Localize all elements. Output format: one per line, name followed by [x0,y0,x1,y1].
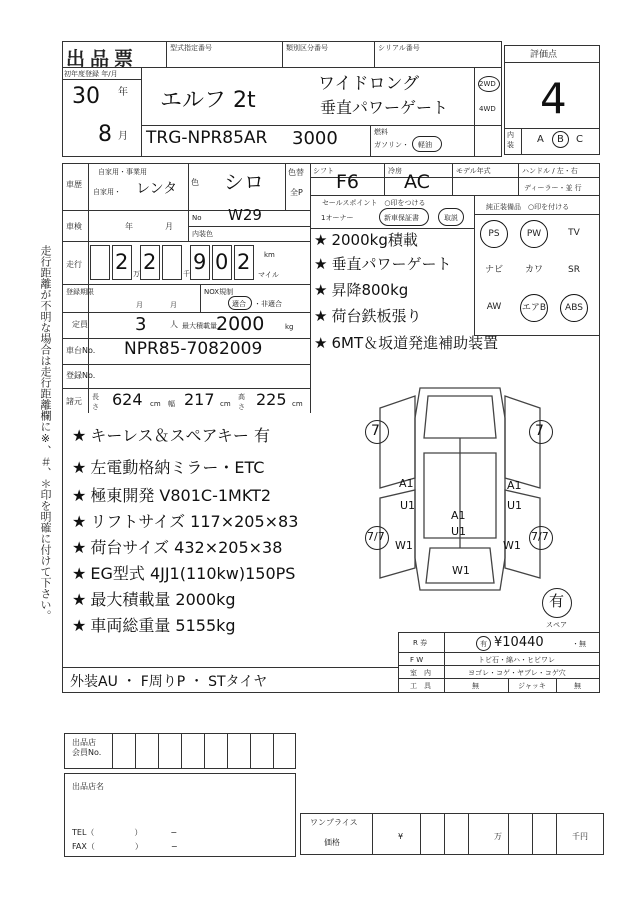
diagram-mark-6: U1 [507,499,523,512]
recycle-none: ・無 [572,640,586,648]
color-no-value: W29 [228,206,262,224]
interior-grade-c: C [576,134,583,145]
store-fax: FAX（ ） − [72,842,178,851]
label-fw: F W [410,656,424,664]
label-ac: 冷房 [388,167,402,175]
mileage-digit-5: 2 [237,250,251,274]
label-fuel: 燃料 [374,128,388,136]
label-recycle: R 券 [413,639,428,647]
chassis-value: NPR85-7082009 [124,339,263,359]
note-6: ★ EG型式 4JJ1(110kw)150PS [72,564,296,583]
notes-footer: 外装AU ・ F周りP ・ STタイヤ [70,674,268,690]
store-tel: TEL（ ） − [72,828,178,837]
label-height-cm: cm [292,400,303,408]
note-2: ★ 左電動格納ミラー・ETC [72,458,265,477]
equipment-ナビ: ナビ [484,265,503,275]
ac-value: AC [404,171,430,193]
mileage-digit-1: 2 [115,250,129,274]
nox-ng: ・非適合 [254,300,282,308]
equipment-sr: SR [568,265,580,275]
diagram-mark-2: 7 [535,423,544,439]
diagram-mark-13: 7/7 [531,530,549,543]
spare-label: スペア [546,621,567,629]
sales-points-header: セールスポイント ○印をつける [322,199,426,207]
equipment-grid [480,220,596,330]
label-first-reg: 初年度登録 年/月 [64,70,118,78]
label-plate: 登録No. [66,371,96,380]
interior-grade-a: A [537,134,544,145]
equipment-tv: TV [568,228,580,238]
diagram-mark-4: U1 [400,499,416,512]
diagram-mark-5: A1 [507,479,522,492]
note-3: ★ 極東開発 V801C-1MKT2 [72,486,272,505]
label-price: 価格 [324,838,340,847]
diagram-mark-11: W1 [452,564,470,577]
sales-warranty: 新車保証書 [384,214,419,222]
vehicle-grade-line2: 垂直パワーゲート [320,98,449,117]
mileage-digit-4: 0 [215,250,229,274]
sales-point-3: ★ 昇降800kg [314,281,409,299]
diagram-mark-7: A1 [451,509,466,522]
label-shift: シフト [313,167,334,175]
note-8: ★ 車両総重量 5155kg [72,616,236,635]
sales-point-1: ★ 2000kg積載 [314,231,418,249]
label-inspection: 車検 [66,222,82,231]
length-value: 624 [112,390,143,409]
usage-value: レンタ [136,181,178,197]
label-month-unit: 月 [118,131,128,142]
label-yen: ¥ [398,832,404,841]
equipment-カワ: カワ [524,265,543,275]
label-tools: 工 具 [410,682,431,690]
label-class: 類別区分番号 [286,44,328,52]
label-nox: NOX規制 [204,288,234,296]
label-mile: マイル [258,271,279,279]
label-interior-color: 内装色 [192,230,213,238]
label-capacity-unit: 人 [170,320,178,329]
label-room: 室 内 [410,669,431,677]
first-reg-month: 8 [98,122,112,147]
label-deadline-day: 月 [170,301,177,309]
label-dims: 諸元 [66,397,82,406]
height-value: 225 [256,390,287,409]
equipment-header: 純正装備品 ○印を付ける [486,203,570,211]
side-note: 走行距離が不明な場合は走行距離欄に※、＃、＊印を明確に付けて下さい。 [39,245,52,621]
fw-options: トビ石・綿ハ・ヒビワレ [478,656,555,664]
load-value: 2000 [216,313,265,335]
drive-2wd: 2WD [479,80,496,88]
label-chassis: 車台No. [66,346,96,355]
note-4: ★ リフトサイズ 117×205×83 [72,512,299,531]
shift-value: F6 [336,171,360,193]
label-deadline-month: 月 [136,301,143,309]
label-interior: 内装 [507,131,514,149]
label-model-year: モデル年式 [456,167,491,175]
width-value: 217 [184,390,215,409]
label-length-cm: cm [150,400,161,408]
sales-point-5: ★ 6MT＆坂道発進補助装置 [314,334,499,352]
interior-grade-b: B [557,134,564,145]
sales-point-4: ★ 荷台鉄板張り [314,307,422,325]
label-score: 評価点 [530,50,558,60]
equipment-エアb: エアB [520,294,548,322]
mileage-digit-3: 9 [193,250,207,274]
vehicle-name: エルフ 2t [160,88,256,113]
label-mileage: 走行 [66,260,82,269]
equipment-abs: ABS [560,294,588,322]
recycle-has: 有 [480,640,487,648]
note-1: ★ キーレス＆スペアキー 有 [72,426,270,445]
diagram-mark-9: W1 [395,539,413,552]
label-height: 高さ [238,393,245,411]
tools-none: 無 [472,682,479,690]
label-color: 色 [191,178,199,187]
equipment-ps: PS [480,220,508,248]
label-store-name: 出品店名 [72,782,104,791]
first-reg-year: 30 [72,84,100,109]
label-model-cert: 型式指定番号 [170,44,212,52]
label-load-unit: kg [285,323,294,331]
spare-mark: 有 [549,592,565,610]
note-5: ★ 荷台サイズ 432×205×38 [72,538,283,557]
label-color-no: No [192,214,202,222]
label-length: 長さ [92,393,99,411]
interior-grade-selected [552,131,569,148]
label-member-no: 出品店 会員No. [72,738,102,757]
fuel-gas: ガソリン・ [374,141,409,149]
tools-none-2: 無 [574,682,581,690]
label-inspection-year: 年 [125,222,133,231]
nox-ok: 適合 [232,300,246,308]
label-width-cm: cm [220,400,231,408]
room-options: ヨゴレ・コゲ・ヤブレ・コゲ穴 [468,669,566,677]
label-load: 最大積載量 [182,322,217,330]
diagram-mark-1: 7 [371,423,380,439]
score-value: 4 [540,74,567,123]
label-year-unit: 年 [118,87,128,98]
label-width: 幅 [168,400,175,408]
sales-point-2: ★ 垂直パワーゲート [314,255,452,273]
sales-one-owner: 1オーナー [321,214,354,222]
label-all-paint: 全P [290,188,303,197]
displacement: 3000 [292,128,338,149]
capacity-value: 3 [135,314,147,335]
label-mileage-man: 万 [133,270,140,278]
label-sen-yen: 千円 [572,832,588,841]
recycle-amount: ¥10440 [494,635,544,650]
equipment-aw: AW [486,302,502,312]
sales-manual: 取説 [444,214,458,222]
label-usage-note: 自家用・事業用 [98,168,147,176]
label-color-change: 色替 [288,168,304,177]
label-man: 万 [494,832,502,841]
vehicle-grade-line1: ワイドロング [318,74,420,94]
label-usage-self: 自家用・ [93,188,121,196]
label-one-price: ワンプライス [310,818,358,827]
color-value: シロ [224,170,264,194]
drive-4wd: 4WD [479,105,496,113]
label-deadline: 登録期限 [66,288,94,296]
label-handle: ハンドル / 左・右 [522,167,578,175]
fuel-diesel: 軽油 [418,141,432,149]
diagram-mark-8: U1 [451,525,467,538]
model-code: TRG-NPR85AR [146,128,268,148]
form-title: 出品票 [66,48,139,70]
label-inspection-month: 月 [165,222,173,231]
diagram-mark-12: 7/7 [367,530,385,543]
label-serial: シリアル番号 [378,44,420,52]
label-usage: 車歴 [66,180,82,189]
equipment-pw: PW [520,220,548,248]
label-mileage-sen: 千 [183,270,190,278]
label-km: km [264,251,275,259]
tools-jack: ジャッキ [518,682,546,690]
label-capacity: 定員 [72,320,88,329]
diagram-mark-10: W1 [503,539,521,552]
diagram-mark-3: A1 [399,477,414,490]
note-7: ★ 最大積載量 2000kg [72,590,236,609]
mileage-digit-2: 2 [143,250,157,274]
label-dealer: ディーラー・並 行 [524,184,582,192]
